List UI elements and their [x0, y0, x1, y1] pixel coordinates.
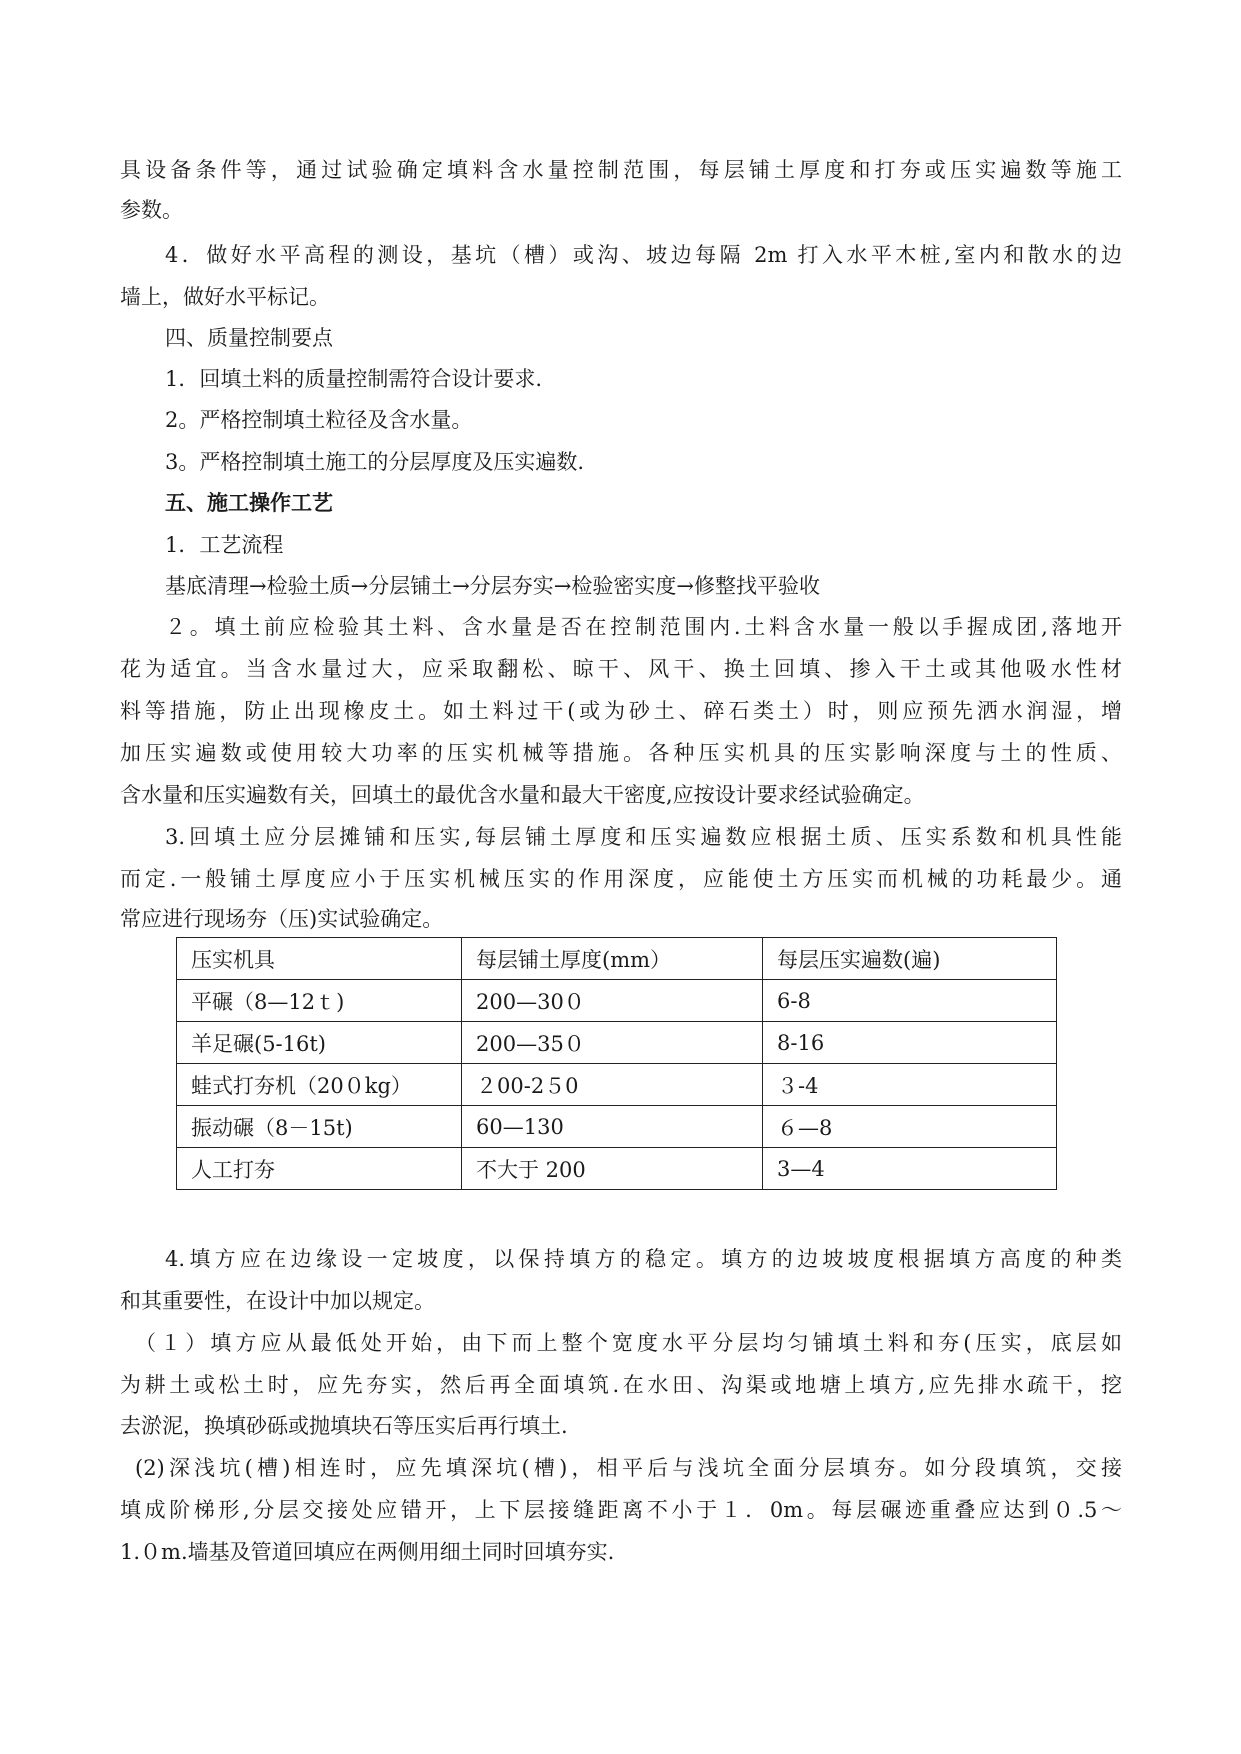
table-cell: 人工打夯	[177, 1148, 462, 1190]
paragraph-line: 花为适宜。当含水量过大，应采取翻松、晾干、风干、换土回填、掺入干土或其他吸水性材	[120, 657, 1122, 681]
table-cell: 蛙式打夯机（20０kg）	[177, 1064, 462, 1106]
table-cell: 3—4	[763, 1148, 1057, 1190]
paragraph-line: 填成阶梯形,分层交接处应错开，上下层接缝距离不小于１．0m。每层碾迹重叠应达到０.5～	[120, 1498, 1122, 1522]
table-cell: 振动碾（8－15t)	[177, 1106, 462, 1148]
process-flow: 基底清理→检验土质→分层铺土→分层夯实→检验密实度→修整找平验收	[165, 574, 820, 598]
section-heading: 四、质量控制要点	[165, 326, 333, 350]
table-cell: 羊足碾(5-16t)	[177, 1022, 462, 1064]
paragraph-line: 料等措施，防止出现橡皮土。如土料过干(或为砂土、碎石类土）时，则应预先洒水润湿，增	[120, 699, 1122, 723]
paragraph-line: 为耕土或松土时，应先夯实，然后再全面填筑.在水田、沟渠或地塘上填方,应先排水疏干，挖	[120, 1373, 1122, 1397]
paragraph-line: 参数。	[120, 198, 183, 222]
table-header-cell: 压实机具	[177, 938, 462, 980]
paragraph-line: 含水量和压实遍数有关，回填土的最优含水量和最大干密度,应按设计要求经试验确定。	[120, 783, 925, 807]
paragraph-line: 4．做好水平高程的测设，基坑（槽）或沟、坡边每隔 2m 打入水平木桩,室内和散水的边	[165, 243, 1122, 267]
table-header-cell: 每层压实遍数(遍)	[763, 938, 1057, 980]
paragraph-line: （１）填方应从最低处开始，由下而上整个宽度水平分层均匀铺填土料和夯(压实，底层如	[135, 1331, 1122, 1355]
table-row	[177, 980, 1057, 1022]
list-item: 2。严格控制填土粒径及含水量。	[165, 408, 473, 432]
section-heading-bold: 五、施工操作工艺	[165, 490, 333, 515]
paragraph-line: 常应进行现场夯（压)实试验确定。	[120, 907, 444, 931]
paragraph-line: 1.０m.墙基及管道回填应在两侧用细土同时回填夯实.	[120, 1540, 615, 1564]
list-item: 1．回填土料的质量控制需符合设计要求.	[165, 367, 543, 391]
paragraph-line: 3.回填土应分层摊铺和压实,每层铺土厚度和压实遍数应根据土质、压实系数和机具性能	[165, 825, 1122, 849]
paragraph-line: 和其重要性，在设计中加以规定。	[120, 1289, 435, 1313]
paragraph-line: (2)深浅坑(槽)相连时，应先填深坑(槽)，相平后与浅坑全面分层填夯。如分段填筑，交接	[135, 1456, 1122, 1480]
table-cell: ２00-2５0	[462, 1064, 763, 1106]
table-cell: ６—8	[763, 1106, 1057, 1148]
table-cell: 平碾（8—12ｔ)	[177, 980, 462, 1022]
table-cell: 200—30０	[462, 980, 763, 1022]
list-item: 3。严格控制填土施工的分层厚度及压实遍数.	[165, 450, 585, 474]
table-header-cell: 每层铺土厚度(mm）	[462, 938, 763, 980]
table-cell: 200—35０	[462, 1022, 763, 1064]
table-row	[177, 1022, 1057, 1064]
table-row	[177, 1106, 1057, 1148]
paragraph-line: 加压实遍数或使用较大功率的压实机械等措施。各种压实机具的压实影响深度与土的性质、	[120, 741, 1122, 765]
compaction-table	[176, 937, 1057, 1190]
table-cell: 60—130	[462, 1106, 763, 1148]
table-cell: 不大于 200	[462, 1148, 763, 1190]
paragraph-line: ２。填土前应检验其土料、含水量是否在控制范围内.土料含水量一般以手握成团,落地开	[165, 615, 1122, 639]
subsection-heading: 1．工艺流程	[165, 533, 284, 557]
table-row	[177, 1148, 1057, 1190]
paragraph-line: 4.填方应在边缘设一定坡度，以保持填方的稳定。填方的边坡坡度根据填方高度的种类	[165, 1247, 1122, 1271]
table-header-row	[177, 938, 1057, 980]
table-row	[177, 1064, 1057, 1106]
paragraph-line: 去淤泥，换填砂砾或抛填块石等压实后再行填土.	[120, 1414, 568, 1438]
table-cell: 8-16	[763, 1022, 1057, 1064]
table-cell: ３-4	[763, 1064, 1057, 1106]
paragraph-line: 具设备条件等，通过试验确定填料含水量控制范围，每层铺土厚度和打夯或压实遍数等施工	[120, 158, 1122, 182]
paragraph-line: 而定.一般铺土厚度应小于压实机械压实的作用深度，应能使土方压实而机械的功耗最少。通	[120, 867, 1122, 891]
paragraph-line: 墙上，做好水平标记。	[120, 285, 330, 309]
table-cell: 6-8	[763, 980, 1057, 1022]
